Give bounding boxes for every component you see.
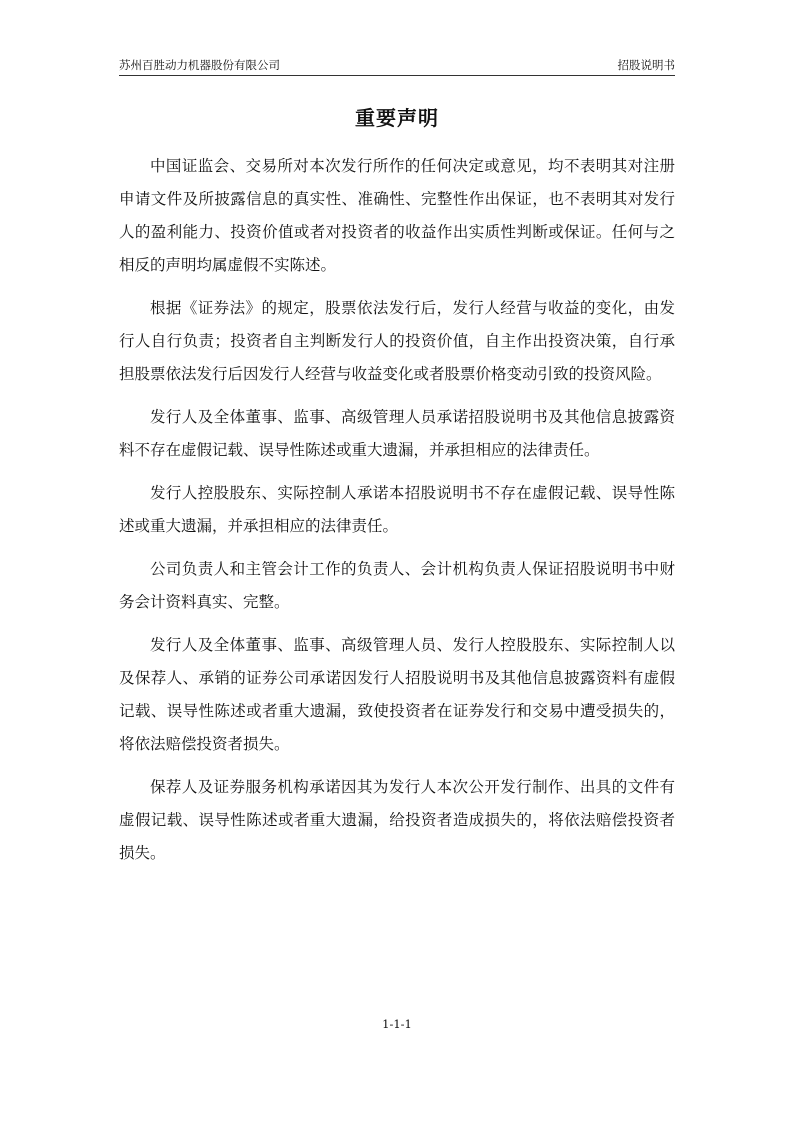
paragraph-compensation-commitment: 发行人及全体董事、监事、高级管理人员、发行人控股股东、实际控制人以及保荐人、承销的证券公司承诺因发行人招股说明书及其他信息披露资料有虚假记载、误导性陈述或者重大遗漏，致使投资者在证券发行和交易中遭受损失的，将依法赔偿投资者损失。 [119,636,675,753]
statement-body [119,150,675,880]
page-title: 重要声明 [355,106,439,130]
paragraph-sponsor-commitment: 保荐人及证券服务机构承诺因其为发行人本次公开发行制作、出具的文件有虚假记载、误导性陈述或者重大遗漏，给投资者造成损失的，将依法赔偿投资者损失。 [119,778,675,862]
paragraph-financial-guarantee: 公司负责人和主管会计工作的负责人、会计机构负责人保证招股说明书中财务会计资料真实、完整。 [119,560,675,611]
header-document-type: 招股说明书 [617,58,675,72]
page-number: 1-1-1 [382,1017,412,1031]
header-company-name: 苏州百胜动力机器股份有限公司 [119,58,280,72]
paragraph-regulator-disclaimer: 中国证监会、交易所对本次发行所作的任何决定或意见，均不表明其对注册申请文件及所披露信息的真实性、准确性、完整性作出保证，也不表明其对发行人的盈利能力、投资价值或者对投资者的收益作出实质性判断或保证。任何与之相反的声明均属虚假不实陈述。 [119,157,675,274]
page-header [119,56,675,76]
paragraph-directors-commitment: 发行人及全体董事、监事、高级管理人员承诺招股说明书及其他信息披露资料不存在虚假记载、误导性陈述或重大遗漏，并承担相应的法律责任。 [119,408,675,459]
paragraph-controller-commitment: 发行人控股股东、实际控制人承诺本招股说明书不存在虚假记载、误导性陈述或重大遗漏，并承担相应的法律责任。 [119,484,675,535]
paragraph-investment-risk: 根据《证券法》的规定，股票依法发行后，发行人经营与收益的变化，由发行人自行负责；投资者自主判断发行人的投资价值，自主作出投资决策，自行承担股票依法发行后因发行人经营与收益变化或者股票价格变动引致的投资风险。 [119,299,675,383]
